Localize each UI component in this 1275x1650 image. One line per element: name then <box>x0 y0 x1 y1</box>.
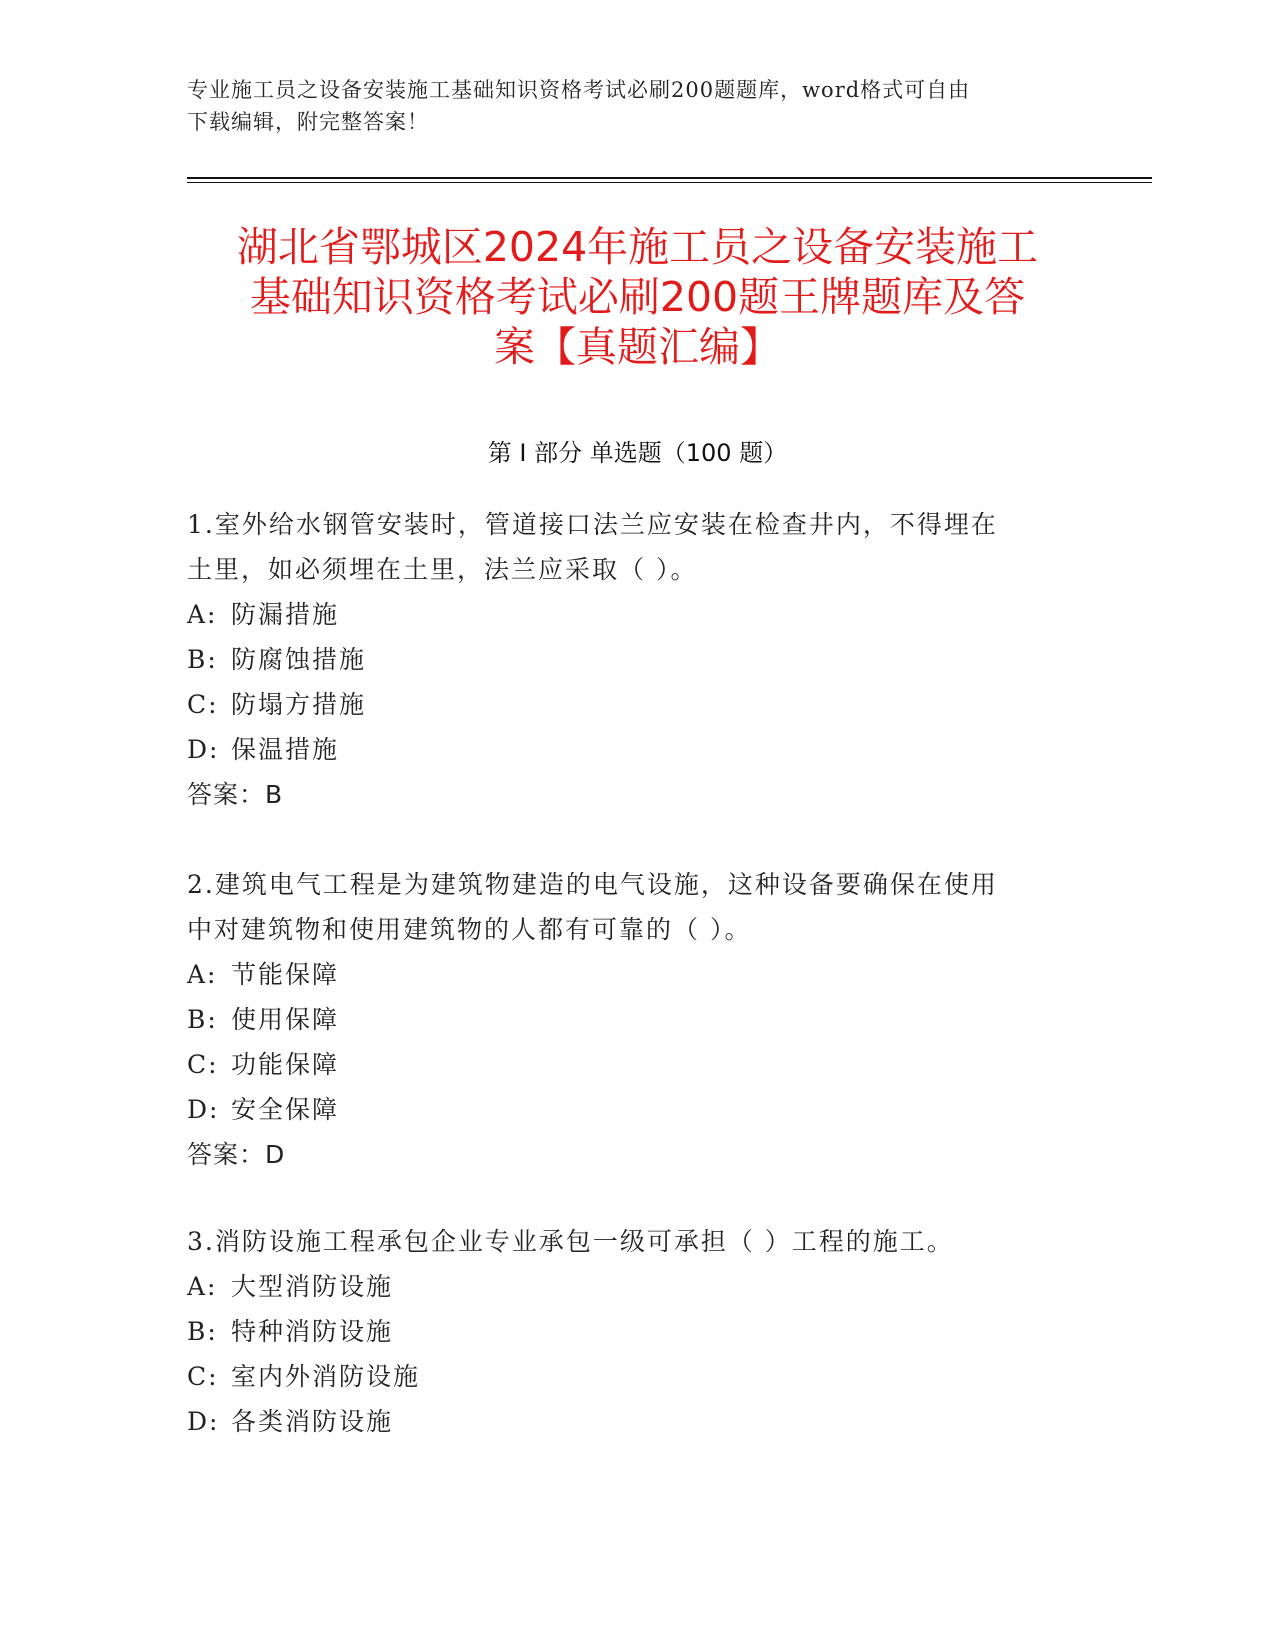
option-c <box>187 682 1067 727</box>
question-stem <box>187 1219 1067 1264</box>
option-a <box>187 592 1067 637</box>
header-note <box>187 74 1067 138</box>
stem-line: 土里，如必须埋在土里，法兰应采取（ ）。 <box>187 555 698 584</box>
option-c <box>187 1354 1067 1399</box>
question-2 <box>187 862 1067 1177</box>
option-letter: A: <box>187 600 218 629</box>
option-text: 防漏措施 <box>231 600 340 629</box>
option-letter: A: <box>187 1272 218 1301</box>
answer: 答案：D <box>187 1140 286 1169</box>
option-d <box>187 1399 1067 1444</box>
header-note-line: 专业施工员之设备安装施工基础知识资格考试必刷200题题库，word格式可自由 <box>187 78 971 102</box>
option-text: 特种消防设施 <box>231 1317 394 1346</box>
title-line: 基础知识资格考试必刷200题王牌题库及答 <box>249 273 1026 321</box>
answer: 答案：B <box>187 780 284 809</box>
option-text: 安全保障 <box>231 1095 340 1124</box>
option-letter: B: <box>187 1317 218 1346</box>
option-text: 节能保障 <box>231 960 340 989</box>
option-d <box>187 727 1067 772</box>
section-heading: 第 I 部分 单选题（100 题） <box>487 439 788 467</box>
option-letter: A: <box>187 960 218 989</box>
question-stem <box>187 502 1067 592</box>
question-stem <box>187 862 1067 952</box>
option-letter: D: <box>187 735 220 764</box>
option-letter: C: <box>187 690 219 719</box>
option-b <box>187 637 1067 682</box>
option-letter: B: <box>187 1005 218 1034</box>
option-text: 防塌方措施 <box>231 690 367 719</box>
title-line: 案【真题汇编】 <box>494 323 781 371</box>
option-text: 大型消防设施 <box>231 1272 394 1301</box>
title-line: 湖北省鄂城区2024年施工员之设备安装施工 <box>236 223 1039 271</box>
option-d <box>187 1087 1067 1132</box>
option-letter: C: <box>187 1050 219 1079</box>
option-text: 保温措施 <box>231 735 340 764</box>
question-1 <box>187 502 1067 817</box>
document-title <box>170 222 1105 372</box>
option-letter: C: <box>187 1362 219 1391</box>
stem-line: 中对建筑物和使用建筑物的人都有可靠的（ ）。 <box>187 915 752 944</box>
question-3 <box>187 1219 1067 1444</box>
option-text: 室内外消防设施 <box>231 1362 421 1391</box>
option-letter: B: <box>187 645 218 674</box>
option-text: 使用保障 <box>231 1005 340 1034</box>
option-b <box>187 1309 1067 1354</box>
header-note-line: 下载编辑，附完整答案！ <box>187 110 429 134</box>
option-a <box>187 1264 1067 1309</box>
header-divider-thin <box>187 182 1152 183</box>
option-text: 功能保障 <box>231 1050 340 1079</box>
option-c <box>187 1042 1067 1087</box>
option-a <box>187 952 1067 997</box>
header-divider <box>187 177 1152 179</box>
option-letter: D: <box>187 1407 220 1436</box>
option-letter: D: <box>187 1095 220 1124</box>
stem-line: 2.建筑电气工程是为建筑物建造的电气设施，这种设备要确保在使用 <box>187 870 998 899</box>
stem-line: 3.消防设施工程承包企业专业承包一级可承担（ ）工程的施工。 <box>187 1227 954 1256</box>
stem-line: 1.室外给水钢管安装时，管道接口法兰应安装在检查井内，不得埋在 <box>187 510 998 539</box>
option-b <box>187 997 1067 1042</box>
option-text: 各类消防设施 <box>231 1407 394 1436</box>
option-text: 防腐蚀措施 <box>231 645 367 674</box>
